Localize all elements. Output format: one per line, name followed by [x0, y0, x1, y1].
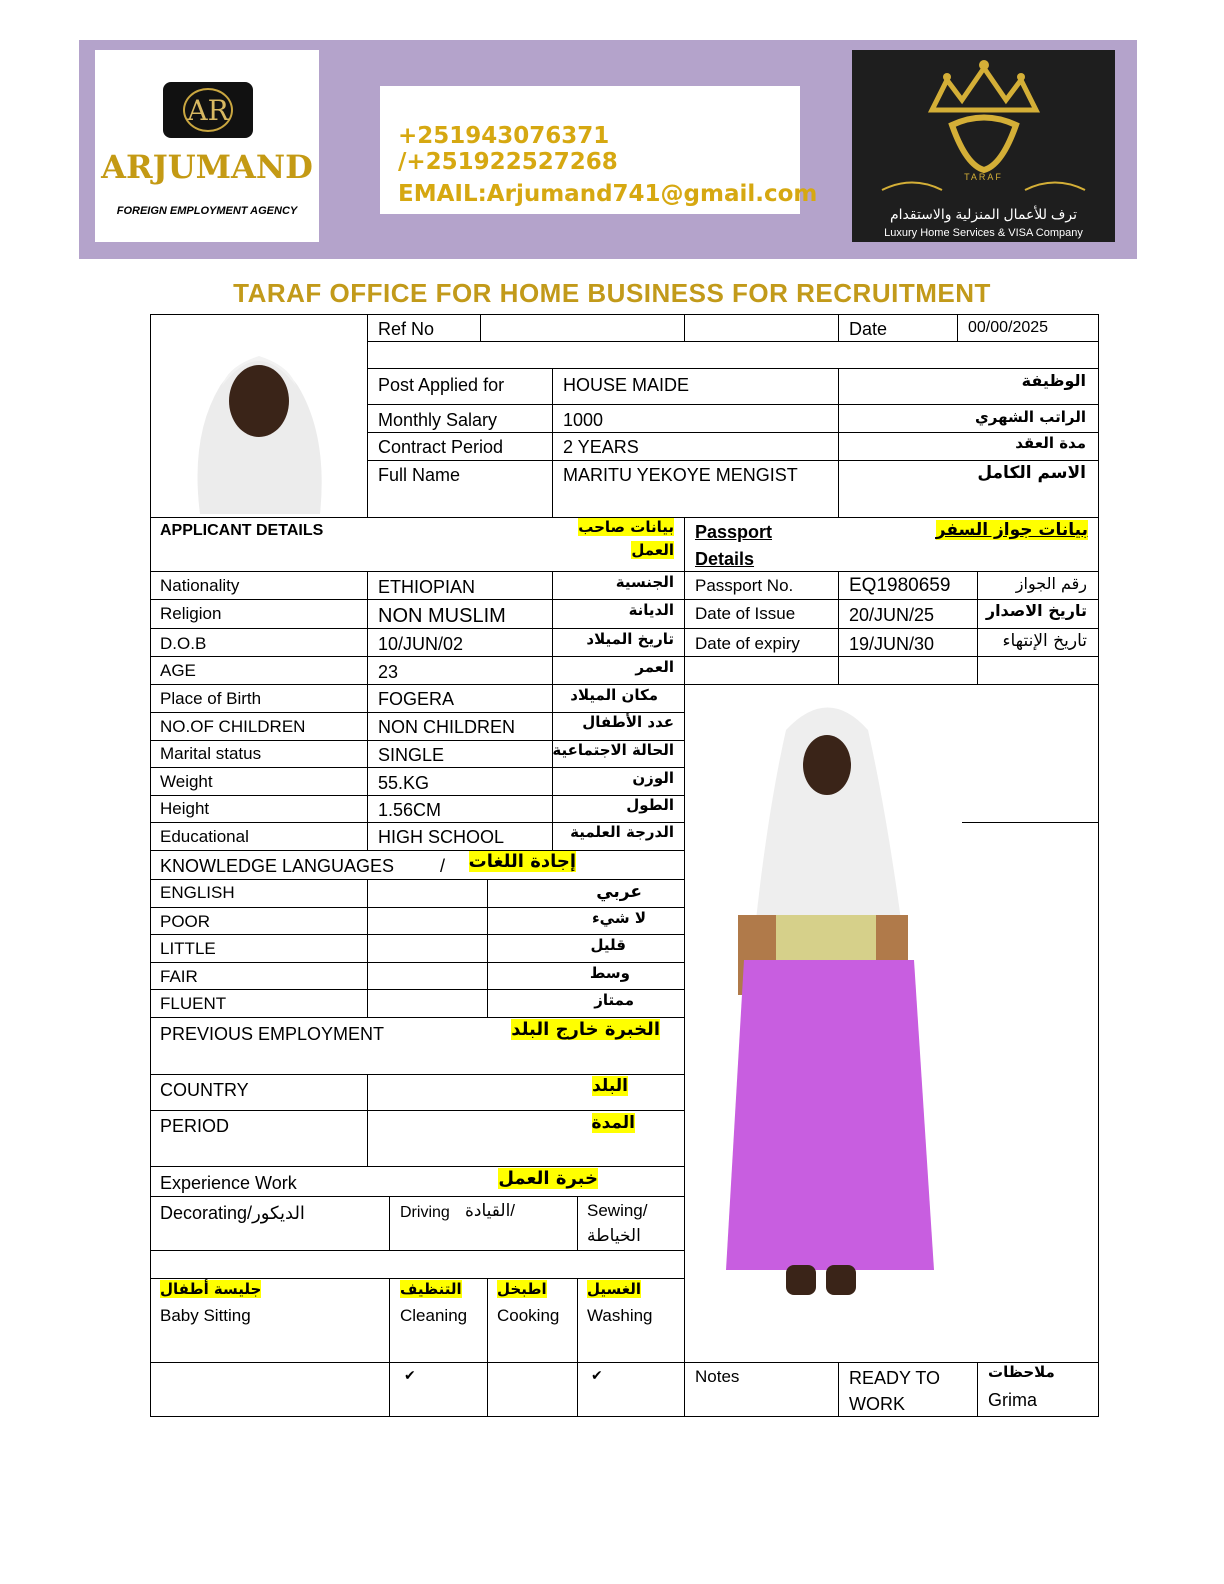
height-ar: الطول [626, 796, 674, 814]
salary-label: Monthly Salary [378, 410, 498, 430]
nationality-value[interactable]: ETHIOPIAN [378, 577, 476, 597]
dob-label: D.O.B [160, 634, 207, 653]
experience-header-ar: خبرة العمل [498, 1168, 598, 1189]
date-label: Date [849, 319, 888, 339]
driving-label: Driving [400, 1204, 450, 1221]
passport-no-label: Passport No. [695, 576, 794, 595]
country-ar: البلد [592, 1076, 628, 1096]
country-label: COUNTRY [160, 1080, 249, 1100]
applicant-header-ar-2: العمل [631, 541, 674, 559]
lang-english-ar: عربي [596, 882, 642, 902]
religion-value[interactable]: NON MUSLIM [378, 605, 506, 627]
lang-little-ar: قليل [590, 936, 626, 954]
notes-ar: ملاحظات [988, 1363, 1055, 1381]
education-ar: الدرجة العلمية [570, 823, 674, 841]
height-label: Height [160, 799, 210, 818]
passport-no-value[interactable]: EQ1980659 [849, 575, 951, 596]
taraf-logo [852, 50, 1115, 242]
issue-ar: تاريخ الاصدار [985, 601, 1087, 620]
religion-ar: الديانة [628, 601, 674, 619]
contract-value[interactable]: 2 YEARS [563, 437, 639, 457]
salary-ar: الراتب الشهري [975, 408, 1086, 426]
lang-fair-label: FAIR [160, 967, 198, 986]
age-value[interactable]: 23 [378, 662, 399, 682]
lang-poor-ar: لا شيء [592, 909, 646, 927]
birthplace-value[interactable]: FOGERA [378, 689, 455, 709]
lang-little-cell[interactable] [368, 935, 487, 962]
lang-fair-ar: وسط [589, 964, 630, 982]
applicant-header-ar-1: بيانات صاحب [578, 518, 674, 536]
expiry-ar: تاريخ الإنتهاء [1002, 631, 1087, 651]
issue-label: Date of Issue [695, 604, 796, 623]
lang-english-level-cell[interactable] [368, 880, 487, 907]
baby-sitting-ar: جليسة أطفال [160, 1280, 262, 1298]
phone-numbers: +251943076371 /+251922527268 [398, 123, 618, 175]
lang-poor-cell[interactable] [368, 908, 487, 934]
baby-sitting-check-cell[interactable] [151, 1363, 389, 1416]
children-value[interactable]: NON CHILDREN [378, 717, 516, 737]
post-value[interactable]: HOUSE MAIDE [563, 375, 690, 395]
contract-ar: مدة العقد [1015, 434, 1086, 452]
birthplace-label: Place of Birth [160, 689, 262, 708]
education-label: Educational [160, 827, 249, 846]
ref-no-label: Ref No [378, 319, 435, 339]
taraf-brand: TARAF [964, 172, 1003, 182]
cleaning-ar: التنظيف [400, 1280, 462, 1298]
date-value[interactable]: 00/00/2025 [968, 319, 1049, 336]
marital-ar: الحالة الاجتماعية [552, 741, 674, 759]
experience-header: Experience Work [160, 1173, 297, 1193]
weight-label: Weight [160, 772, 213, 791]
page-title: TARAF OFFICE FOR HOME BUSINESS FOR RECRUITMENT [233, 278, 991, 308]
ref-no-field[interactable] [481, 315, 684, 341]
agent-name: Grima [988, 1390, 1037, 1410]
country-field[interactable] [368, 1075, 578, 1110]
languages-header: KNOWLEDGE LANGUAGES [160, 856, 395, 876]
notes-value-2[interactable]: WORK [849, 1394, 905, 1414]
languages-header-ar: إجادة اللغات [468, 851, 576, 872]
lang-fluent-label: FLUENT [160, 994, 227, 1013]
taraf-english: Luxury Home Services & VISA Company [884, 227, 1083, 239]
taraf-arabic: ترف للأعمال المنزلية والاستقدام [889, 206, 1078, 222]
period-field[interactable] [368, 1111, 578, 1166]
birthplace-ar: مكان الميلاد [570, 686, 658, 704]
education-value[interactable]: HIGH SCHOOL [378, 827, 505, 847]
driving-ar: /القيادة [465, 1201, 516, 1220]
post-label: Post Applied for [378, 375, 505, 395]
applicant-header: APPLICANT DETAILS [160, 522, 324, 539]
children-label: NO.OF CHILDREN [160, 717, 306, 736]
cooking-label: Cooking [497, 1306, 560, 1325]
notes-value-1[interactable]: READY TO [849, 1368, 941, 1388]
passport-header-1: Passport [695, 522, 773, 542]
weight-ar: الوزن [632, 769, 674, 787]
dob-ar: تاريخ الميلاد [586, 630, 674, 648]
issue-value[interactable]: 20/JUN/25 [849, 605, 935, 625]
full-body-photo [696, 690, 961, 1320]
height-value[interactable]: 1.56CM [378, 800, 442, 820]
portrait-photo [160, 326, 358, 514]
agency-subtitle: FOREIGN EMPLOYMENT AGENCY [116, 205, 298, 217]
monogram-text: AR [187, 94, 229, 127]
marital-label: Marital status [160, 744, 262, 763]
washing-label: Washing [587, 1306, 653, 1325]
religion-label: Religion [160, 604, 222, 623]
weight-value[interactable]: 55.KG [378, 773, 430, 793]
cooking-ar: اطبخل [497, 1280, 547, 1298]
age-label: AGE [160, 661, 196, 680]
expiry-label: Date of expiry [695, 634, 800, 653]
employment-header: PREVIOUS EMPLOYMENT [160, 1024, 385, 1044]
name-value[interactable]: MARITU YEKOYE MENGIST [563, 465, 798, 485]
nationality-ar: الجنسية [615, 573, 674, 591]
nationality-label: Nationality [160, 576, 240, 595]
salary-value[interactable]: 1000 [563, 410, 604, 430]
dob-value[interactable]: 10/JUN/02 [378, 634, 464, 654]
lang-english-label: ENGLISH [160, 883, 235, 902]
lang-fluent-ar: ممتاز [594, 991, 634, 1009]
passport-header-ar: بيانات جواز السفر [935, 520, 1088, 540]
age-ar: العمر [635, 658, 674, 676]
employment-header-ar: الخبرة خارج البلد [511, 1019, 660, 1040]
baby-sitting-label: Baby Sitting [160, 1306, 251, 1325]
name-label: Full Name [378, 465, 461, 485]
period-label: PERIOD [160, 1116, 230, 1136]
cleaning-label: Cleaning [400, 1306, 468, 1325]
cleaning-check-icon[interactable]: ✔ [404, 1367, 416, 1383]
post-ar: الوظيفة [1021, 371, 1086, 390]
period-ar: المدة [591, 1113, 635, 1133]
lang-fluent-cell[interactable] [368, 990, 487, 1017]
arjumand-logo [95, 50, 319, 242]
monogram-badge [163, 82, 253, 138]
cooking-check-cell[interactable] [488, 1363, 577, 1416]
lang-fair-cell[interactable] [368, 963, 487, 989]
contact-box [380, 86, 818, 214]
washing-check-icon[interactable]: ✔ [591, 1367, 603, 1383]
sewing-ar: الخياطة [587, 1226, 641, 1245]
lang-little-label: LITTLE [160, 939, 216, 958]
expiry-value[interactable]: 19/JUN/30 [849, 634, 935, 654]
email-address: EMAIL:Arjumand741@gmail.com [398, 181, 818, 207]
children-ar: عدد الأطفال [582, 713, 674, 731]
sewing-label: Sewing/ [587, 1201, 648, 1220]
languages-slash: / [440, 856, 446, 876]
notes-label: Notes [695, 1367, 740, 1386]
decorating-label: Decorating/الديكور [160, 1203, 305, 1223]
passport-header-2: Details [695, 549, 755, 569]
washing-ar: الغسيل [587, 1280, 642, 1298]
passport-no-ar: رقم الجواز [1015, 574, 1087, 593]
contract-label: Contract Period [378, 437, 504, 457]
lang-poor-label: POOR [160, 912, 211, 931]
name-ar: الاسم الكامل [977, 463, 1086, 483]
agency-name: ARJUMAND [101, 148, 313, 186]
marital-value[interactable]: SINGLE [378, 745, 445, 765]
